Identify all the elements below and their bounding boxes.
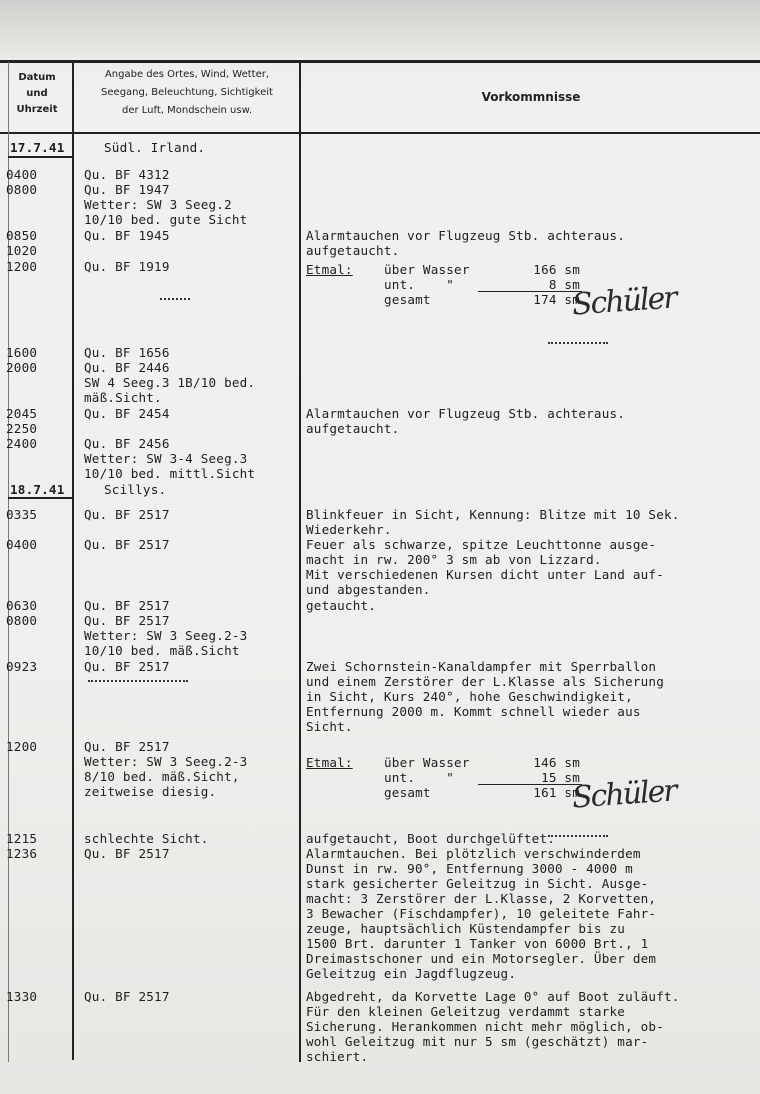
- column-divider-date: [72, 62, 74, 1060]
- dotted-leader: [88, 680, 188, 682]
- entry-time: 0923: [6, 659, 38, 674]
- entry-position-weather: 8/10 bed. mäß.Sicht,: [84, 769, 240, 784]
- entry-event-text: getaucht.: [306, 598, 377, 613]
- entry-time: 2250: [6, 421, 38, 436]
- entry-position-weather: Wetter: SW 3 Seeg.2-3: [84, 628, 248, 643]
- etmal-description: über Wasser: [384, 755, 470, 770]
- column-divider-place: [299, 62, 301, 1062]
- entry-event-text: Mit verschiedenen Kursen dicht unter Land auf-: [306, 567, 664, 582]
- entry-position-weather: Qu. BF 2517: [84, 739, 170, 754]
- entry-event-text: macht in rw. 200° 3 sm ab von Lizzard.: [306, 552, 602, 567]
- entry-position-weather: Qu. BF 2517: [84, 846, 170, 861]
- entry-time: 1200: [6, 739, 38, 754]
- entry-date: 17.7.41: [10, 140, 65, 155]
- entry-event-text: Geleitzug ein Jagdflugzeug.: [306, 966, 517, 981]
- entry-time: 2000: [6, 360, 38, 375]
- entry-time: 0335: [6, 507, 38, 522]
- entry-position-weather: Qu. BF 2517: [84, 507, 170, 522]
- left-margin-edge: [8, 62, 9, 1062]
- entry-event-text: Entfernung 2000 m. Kommt schnell wieder aus: [306, 704, 641, 719]
- entry-position-weather: Qu. BF 2517: [84, 659, 170, 674]
- entry-event-text: und einem Zerstörer der L.Klasse als Sicherung: [306, 674, 664, 689]
- header-date-line: und: [26, 88, 48, 99]
- date-underline-1: [8, 156, 74, 158]
- entry-time: 0800: [6, 182, 38, 197]
- header-date-line: Datum: [18, 72, 56, 83]
- etmal-value: 8 sm: [548, 277, 580, 292]
- entry-position-weather: Südl. Irland.: [104, 140, 206, 155]
- etmal-description: über Wasser: [384, 262, 470, 277]
- entry-date: 18.7.41: [10, 482, 65, 497]
- entry-time: 1600: [6, 345, 38, 360]
- entry-position-weather: Qu. BF 4312: [84, 167, 170, 182]
- etmal-value: 161 sm: [533, 785, 580, 800]
- etmal-value: 166 sm: [533, 262, 580, 277]
- entry-position-weather: Qu. BF 1947: [84, 182, 170, 197]
- entry-time: 2045: [6, 406, 38, 421]
- etmal-value: 146 sm: [533, 755, 580, 770]
- entry-event-text: Sicherung. Herankommen nicht mehr möglich, ob-: [306, 1019, 664, 1034]
- entry-event-text: Blinkfeuer in Sicht, Kennung: Blitze mit 10 Sek.: [306, 507, 680, 522]
- entry-time: 0400: [6, 537, 38, 552]
- dotted-leader: [160, 298, 190, 300]
- etmal-sum-rule: [478, 291, 582, 292]
- entry-time: 0630: [6, 598, 38, 613]
- entry-event-text: Abgedreht, da Korvette Lage 0° auf Boot zuläuft.: [306, 989, 680, 1004]
- entry-position-weather: Wetter: SW 3 Seeg.2-3: [84, 754, 248, 769]
- header-place-line: Seegang, Beleuchtung, Sichtigkeit: [101, 87, 273, 98]
- entry-position-weather: Qu. BF 2517: [84, 989, 170, 1004]
- entry-event-text: 1500 Brt. darunter 1 Tanker von 6000 Brt., 1: [306, 936, 649, 951]
- entry-time: 1200: [6, 259, 38, 274]
- entry-time: 0850: [6, 228, 38, 243]
- signature-dotted-line: [548, 835, 608, 837]
- etmal-description: unt. ": [384, 770, 455, 785]
- header-place-line: Angabe des Ortes, Wind, Wetter,: [104, 69, 270, 80]
- entry-event-text: 3 Bewacher (Fischdampfer), 10 geleitete Fahr-: [306, 906, 657, 921]
- entry-event-text: wohl Geleitzug mit nur 5 sm (geschätzt) mar-: [306, 1034, 649, 1049]
- entry-position-weather: 10/10 bed. mittl.Sicht: [84, 466, 256, 481]
- entry-event-text: Feuer als schwarze, spitze Leuchttonne ausge-: [306, 537, 657, 552]
- entry-event-text: aufgetaucht.: [306, 421, 400, 436]
- entry-position-weather: Wetter: SW 3 Seeg.2: [84, 197, 232, 212]
- entry-event-text: zeuge, hauptsächlich Küstendampfer bis zu: [306, 921, 626, 936]
- entry-event-text: Dunst in rw. 90°, Entfernung 3000 - 4000 m: [306, 861, 633, 876]
- entry-position-weather: Qu. BF 1656: [84, 345, 170, 360]
- entry-position-weather: Scillys.: [104, 482, 167, 497]
- signature-dotted-line: [548, 342, 608, 344]
- entry-position-weather: 10/10 bed. gute Sicht: [84, 212, 248, 227]
- entry-event-text: Zwei Schornstein-Kanaldampfer mit Sperrballon: [306, 659, 657, 674]
- header-top-rule: [0, 60, 760, 63]
- header-date-column: [6, 70, 68, 118]
- etmal-description: gesamt: [384, 292, 431, 307]
- entry-position-weather: Qu. BF 1945: [84, 228, 170, 243]
- entry-time: 1236: [6, 846, 38, 861]
- entry-event-text: aufgetaucht.: [306, 243, 400, 258]
- entry-position-weather: Qu. BF 2517: [84, 537, 170, 552]
- header-place-column: [76, 66, 298, 120]
- entry-event-text: macht: 3 Zerstörer der L.Klasse, 2 Korvetten,: [306, 891, 657, 906]
- entry-event-text: Dreimastschoner und ein Motorsegler. Über dem: [306, 951, 657, 966]
- entry-position-weather: SW 4 Seeg.3 1B/10 bed.: [84, 375, 256, 390]
- entry-position-weather: 10/10 bed. mäß.Sicht: [84, 643, 240, 658]
- entry-event-text: Sicht.: [306, 719, 353, 734]
- entry-time: 1330: [6, 989, 38, 1004]
- entry-event-text: schiert.: [306, 1049, 369, 1064]
- entry-position-weather: zeitweise diesig.: [84, 784, 217, 799]
- header-bottom-rule: [0, 132, 760, 134]
- entry-event-text: Für den kleinen Geleitzug verdammt starke: [306, 1004, 626, 1019]
- entry-time: 2400: [6, 436, 38, 451]
- etmal-description: unt. ": [384, 277, 455, 292]
- entry-time: 0400: [6, 167, 38, 182]
- entry-position-weather: Qu. BF 2456: [84, 436, 170, 451]
- entry-event-text: Wiederkehr.: [306, 522, 392, 537]
- etmal-value: 174 sm: [533, 292, 580, 307]
- entry-event-text: und abgestanden.: [306, 582, 431, 597]
- entry-event-text: stark gesicherter Geleitzug in Sicht. Ausge-: [306, 876, 649, 891]
- top-scan-shadow: [0, 0, 760, 58]
- header-events-column: Vorkommnisse: [481, 90, 581, 104]
- captain-signature: Schüler: [570, 280, 677, 323]
- entry-event-text: Alarmtauchen vor Flugzeug Stb. achteraus.: [306, 406, 626, 421]
- entry-event-text: Alarmtauchen vor Flugzeug Stb. achteraus.: [306, 228, 626, 243]
- etmal-label: Etmal:: [306, 262, 353, 277]
- date-underline-2: [8, 497, 74, 499]
- entry-event-text: in Sicht, Kurs 240°, hohe Geschwindigkeit,: [306, 689, 633, 704]
- entry-position-weather: Qu. BF 2517: [84, 613, 170, 628]
- etmal-label: Etmal:: [306, 755, 353, 770]
- entry-position-weather: schlechte Sicht.: [84, 831, 209, 846]
- etmal-description: gesamt: [384, 785, 431, 800]
- etmal-value: 15 sm: [541, 770, 580, 785]
- entry-position-weather: Qu. BF 1919: [84, 259, 170, 274]
- entry-time: 1020: [6, 243, 38, 258]
- entry-position-weather: mäß.Sicht.: [84, 390, 162, 405]
- entry-event-text: aufgetaucht, Boot durchgelüftet.: [306, 831, 556, 846]
- entry-event-text: Alarmtauchen. Bei plötzlich verschwinderdem: [306, 846, 641, 861]
- entry-position-weather: Qu. BF 2454: [84, 406, 170, 421]
- entry-time: 0800: [6, 613, 38, 628]
- header-place-line: der Luft, Mondschein usw.: [121, 105, 253, 116]
- etmal-sum-rule: [478, 784, 582, 785]
- entry-time: 1215: [6, 831, 38, 846]
- header-date-line: Uhrzeit: [16, 104, 58, 115]
- entry-position-weather: Qu. BF 2446: [84, 360, 170, 375]
- captain-signature: Schüler: [570, 773, 677, 816]
- entry-position-weather: Qu. BF 2517: [84, 598, 170, 613]
- entry-position-weather: Wetter: SW 3-4 Seeg.3: [84, 451, 248, 466]
